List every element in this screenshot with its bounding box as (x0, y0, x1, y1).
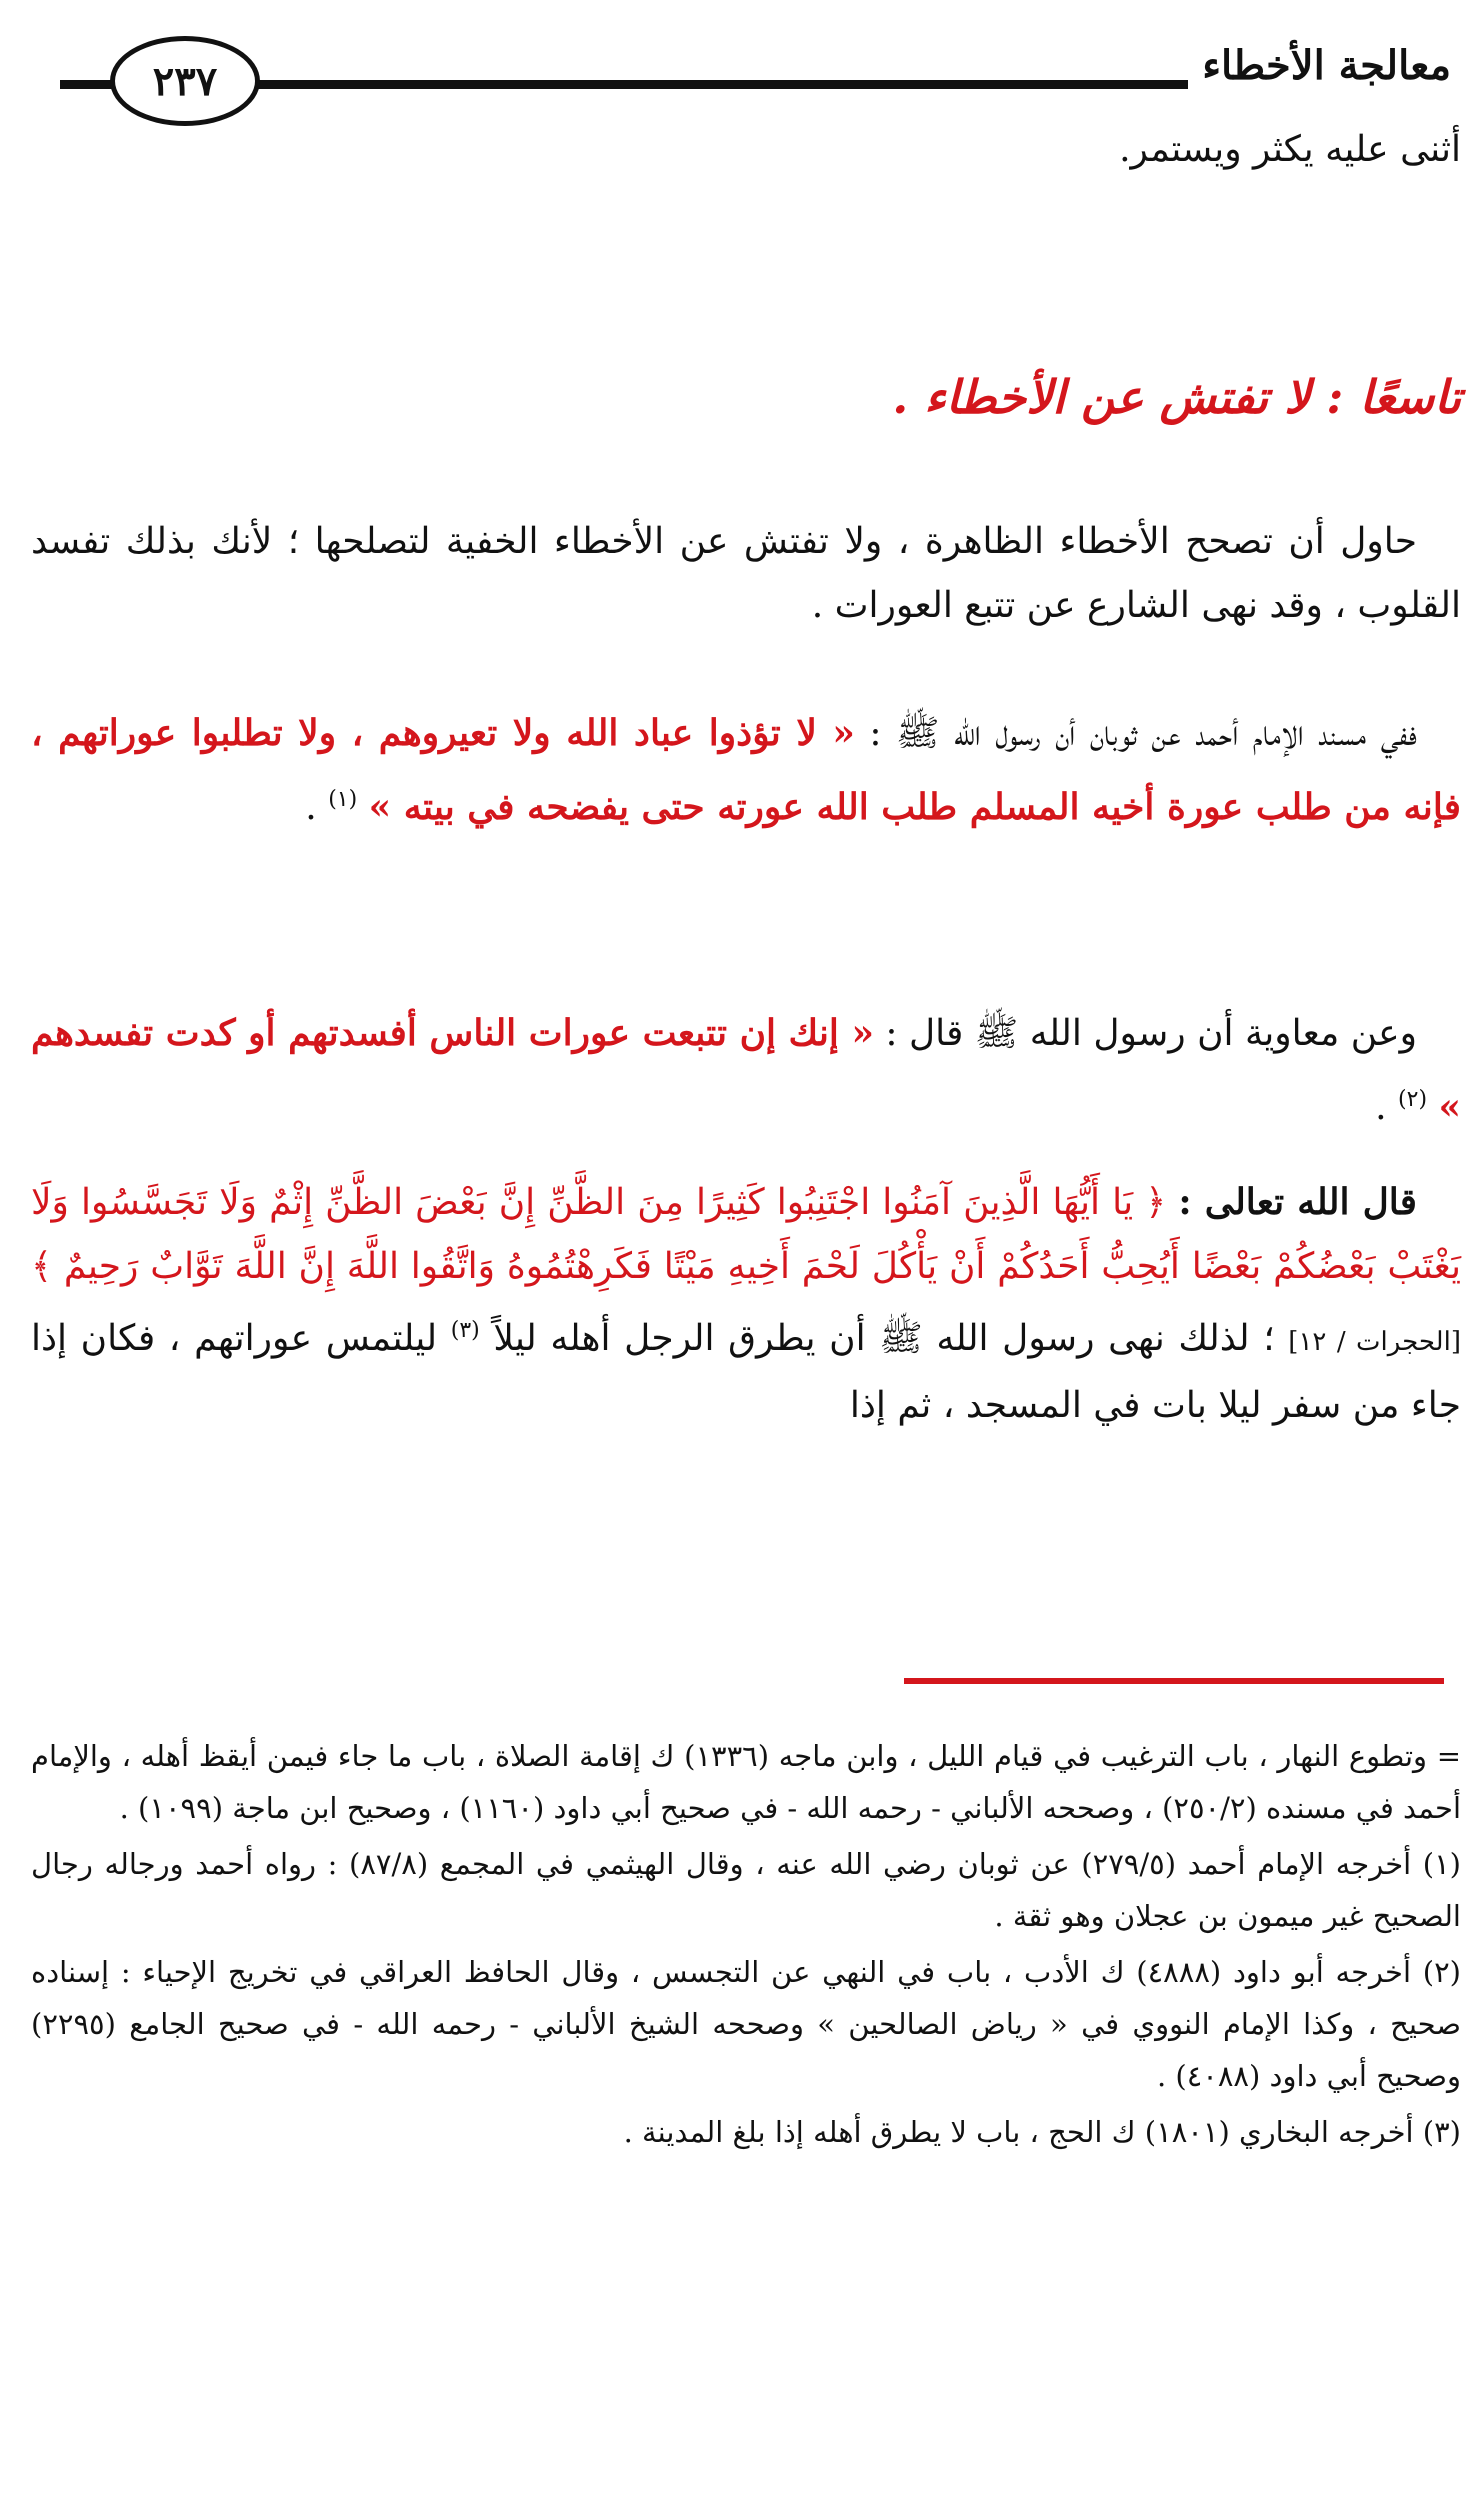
footnote-ref-2: (٢) (1398, 1087, 1428, 1112)
paragraph-2 (31, 700, 1461, 841)
paragraph-4-text-a: ؛ لذلك نهى رسول الله ﷺ أن يطرق الرجل أهله ليلاً (493, 1318, 1275, 1359)
paragraph-3 (31, 1000, 1461, 1141)
quran-citation: [الحجرات / ١٢] (1288, 1327, 1461, 1357)
paragraph-4-intro: قال الله تعالى : (1178, 1181, 1417, 1223)
hadith-quote-2: « إنك إن تتبعت عورات الناس أفسدتهم أو كدت تفسدهم » (30, 1012, 1461, 1128)
footnote-2: (٢) أخرجه أبو داود (٤٨٨٨) ك الأدب ، باب في النهي عن التجسس ، وقال الحافظ العراقي في تخريج الإحياء : إسناده صحيح ، وكذا الإمام النووي في « رياض الصالحين » وصححه الشيخ الألباني - رحمه الله - في صحيح الجامع (٢٢٩٥) وصحيح أبي داود (٤٠٨٨) . (31, 1955, 1461, 2093)
hadith-quote-1: « لا تؤذوا عباد الله ولا تعيروهم ، ولا تطلبوا عوراتهم ، فإنه من طلب عورة أخيه المسلم طلب الله عورته حتى يفضحه في بيته » (31, 712, 1461, 828)
footnote-ref-1: (١) (328, 787, 358, 812)
paragraph-3-intro: وعن معاوية أن رسول الله ﷺ قال : (885, 1013, 1417, 1054)
page-number: ٢٣٧ (110, 36, 260, 126)
paragraph-1: حاول أن تصحح الأخطاء الظاهرة ، ولا تفتش عن الأخطاء الخفية لتصلحها ؛ لأنك بذلك تفسد القلوب ، وقد نهى الشارع عن تتبع العورات . (31, 521, 1461, 626)
running-title: معالجة الأخطاء (1188, 42, 1451, 89)
footnote-3: (٣) أخرجه البخاري (١٨٠١) ك الحج ، باب لا يطرق أهله إذا بلغ المدينة . (623, 2115, 1461, 2149)
paragraph-3-end: . (1375, 1087, 1387, 1128)
footnote-1: (١) أخرجه الإمام أحمد (٢٧٩/٥) عن ثوبان رضي الله عنه ، وقال الهيثمي في المجمع (٨٧/٨) : رواه أحمد ورجاله رجال الصحيح غير ميمون بن عجلان وهو ثقة . (31, 1847, 1461, 1933)
quran-verse: ﴿ يَا أَيُّهَا الَّذِينَ آمَنُوا اجْتَنِبُوا كَثِيرًا مِنَ الظَّنِّ إِنَّ بَعْضَ الظَّنِّ إِثْمٌ وَلَا تَجَسَّسُوا وَلَا يَغْتَبْ بَعْضُكُمْ بَعْضًا أَيُحِبُّ أَحَدُكُمْ أَنْ يَأْكُلَ لَحْمَ أَخِيهِ مَيْتًا فَكَرِهْتُمُوهُ وَاتَّقُوا اللَّهَ إِنَّ اللَّهَ تَوَّابٌ رَحِيمٌ ﴾ (31, 1182, 1461, 1287)
footnote-continuation: = وتطوع النهار ، باب الترغيب في قيام الليل ، وابن ماجه (١٣٣٦) ك إقامة الصلاة ، باب ما جاء فيمن أيقظ أهله ، والإمام أحمد في مسنده (٢٥٠/٢) ، وصححه الألباني - رحمه الله - في صحيح أبي داود (١١٦٠) ، وصحيح ابن ماجة (١٠٩٩) . (31, 1739, 1461, 1825)
footnote-separator (904, 1678, 1444, 1684)
paragraph-4-text-b: ليلتمس عوراتهم ، فكان إذا جاء من سفر ليلا بات في المسجد ، ثم إذا (31, 1318, 1461, 1426)
section-heading: تاسعًا : لا تفتش عن الأخطاء . (892, 370, 1461, 424)
paragraph-2-end: . (305, 787, 317, 828)
paragraph-4 (31, 1170, 1461, 1438)
paragraph-2-intro: ففي مسند الإمام أحمد عن ثوبان أن رسول الله ﷺ : (869, 713, 1417, 754)
footnote-ref-3: (٣) (450, 1318, 480, 1343)
intro-line: أثنى عليه يكثر ويستمر. (1119, 129, 1461, 170)
footnotes (31, 1730, 1461, 2162)
